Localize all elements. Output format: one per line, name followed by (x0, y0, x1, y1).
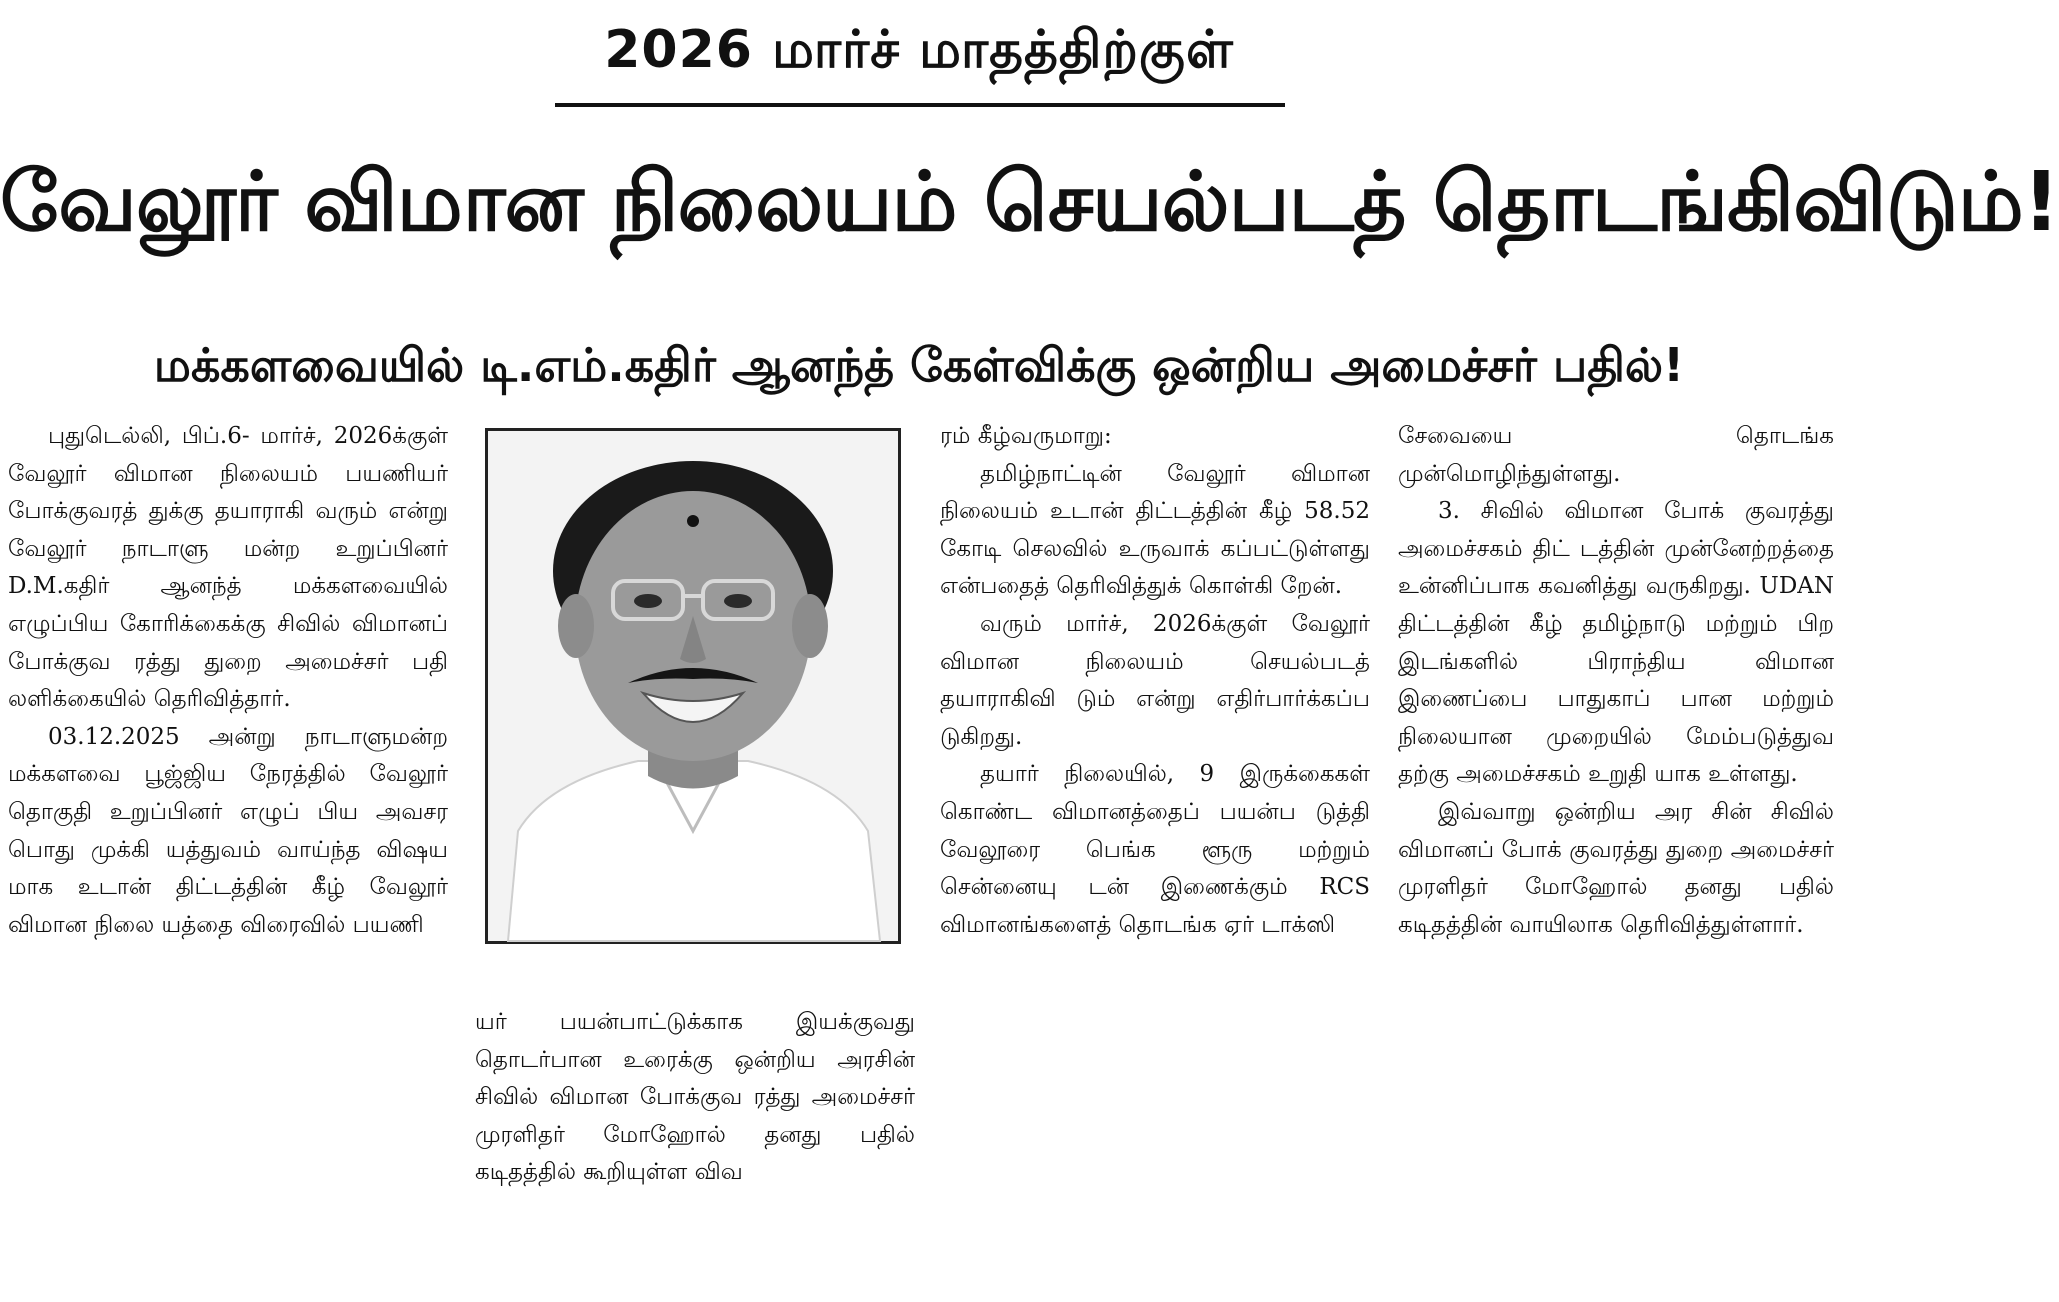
column-4-paragraph-3: இவ்வாறு ஒன்றிய அர சின் சிவில் விமானப் போக் குவரத்து துறை அமைச்சர் முரளிதர் மோஹோல் தனது பதில் கடிதத்தின் வாயிலாக தெரிவித்துள்ளார். (1398, 798, 1834, 938)
kicker-underline (555, 103, 1285, 107)
column-3-paragraph-3: வரும் மார்ச், 2026க்குள் வேலூர் விமான நிலையம் செயல்படத் தயாராகிவி டும் என்று எதிர்பார்க்கப்ப டுகிறது. (940, 610, 1370, 750)
column-4-paragraph-2: 3. சிவில் விமான போக் குவரத்து அமைச்சகம் திட் டத்தின் முன்னேற்றத்தை உன்னிப்பாக கவனித்து வருகிறது. UDAN திட்டத்தின் கீழ் தமிழ்நாடு மற்றும் பிற இடங்களில் பிராந்திய விமான இணைப்பை பாதுகாப் பான மற்றும் நிலையான முறையில் மேம்படுத்துவ தற்கு அமைச்சகம் உறுதி யாக உள்ளது. (1398, 498, 1834, 788)
sub-headline: மக்களவையில் டி.எம்.கதிர் ஆனந்த் கேள்விக்கு ஒன்றிய அமைச்சர் பதில்! (153, 338, 1685, 392)
column-1-paragraph-1: புதுடெல்லி, பிப்.6- மார்ச், 2026க்குள் வேலூர் விமான நிலையம் பயணியர் போக்குவரத் துக்கு தயாராகி வரும் என்று வேலூர் நாடாளு மன்ற உறுப்பினர் D.M.கதிர் ஆனந்த் மக்களவையில் எழுப்பிய கோரிக்கைக்கு சிவில் விமானப் போக்குவ ரத்து துறை அமைச்சர் பதி லளிக்கையில் தெரிவித்தார். (8, 423, 448, 713)
column-2-paragraph-1: யர் பயன்பாட்டுக்காக இயக்குவது தொடர்பான உரைக்கு ஒன்றிய அரசின் சிவில் விமான போக்குவ ரத்து அமைச்சர் முரளிதர் மோஹோல் தனது பதில் கடிதத்தில் கூறியுள்ள விவ (475, 1009, 915, 1186)
column-1-paragraph-2: 03.12.2025 அன்று நாடாளுமன்ற மக்களவை பூஜ்ஜிய நேரத்தில் வேலூர் தொகுதி உறுப்பினர் எழுப் பிய அவசர பொது முக்கி யத்துவம் வாய்ந்த விஷய மாக உடான் திட்டத்தின் கீழ் வேலூர் விமான நிலை யத்தை விரைவில் பயணி (8, 723, 448, 938)
article-column-2 (475, 1004, 915, 1302)
column-3-paragraph-4: தயார் நிலையில், 9 இருக்கைகள் கொண்ட விமானத்தைப் பயன்ப டுத்தி வேலூரை பெங்க ளூரு மற்றும் சென்னையு டன் இணைக்கும் RCS விமானங்களைத் தொடங்க ஏர் டாக்ஸி (940, 761, 1370, 938)
article-column-4 (1398, 418, 1834, 1302)
column-3-paragraph-2: தமிழ்நாட்டின் வேலூர் விமான நிலையம் உடான் திட்டத்தின் கீழ் 58.52 கோடி செலவில் உருவாக் கப்பட்டுள்ளது என்பதைத் தெரிவித்துக் கொள்கி றேன். (940, 460, 1370, 600)
article-column-1 (8, 418, 448, 1302)
column-3-paragraph-1: ரம் கீழ்வருமாறு: (940, 423, 1112, 449)
article-column-3 (940, 418, 1370, 1302)
column-4-paragraph-1: சேவையை தொடங்க முன்மொழிந்துள்ளது. (1398, 423, 1834, 487)
portrait-photo-icon (488, 431, 898, 941)
portrait-photo (485, 428, 901, 944)
main-headline: வேலூர் விமான நிலையம் செயல்படத் தொடங்கிவிடும்! (0, 155, 2059, 250)
kicker-heading: 2026 மார்ச் மாதத்திற்குள் (604, 20, 1234, 80)
